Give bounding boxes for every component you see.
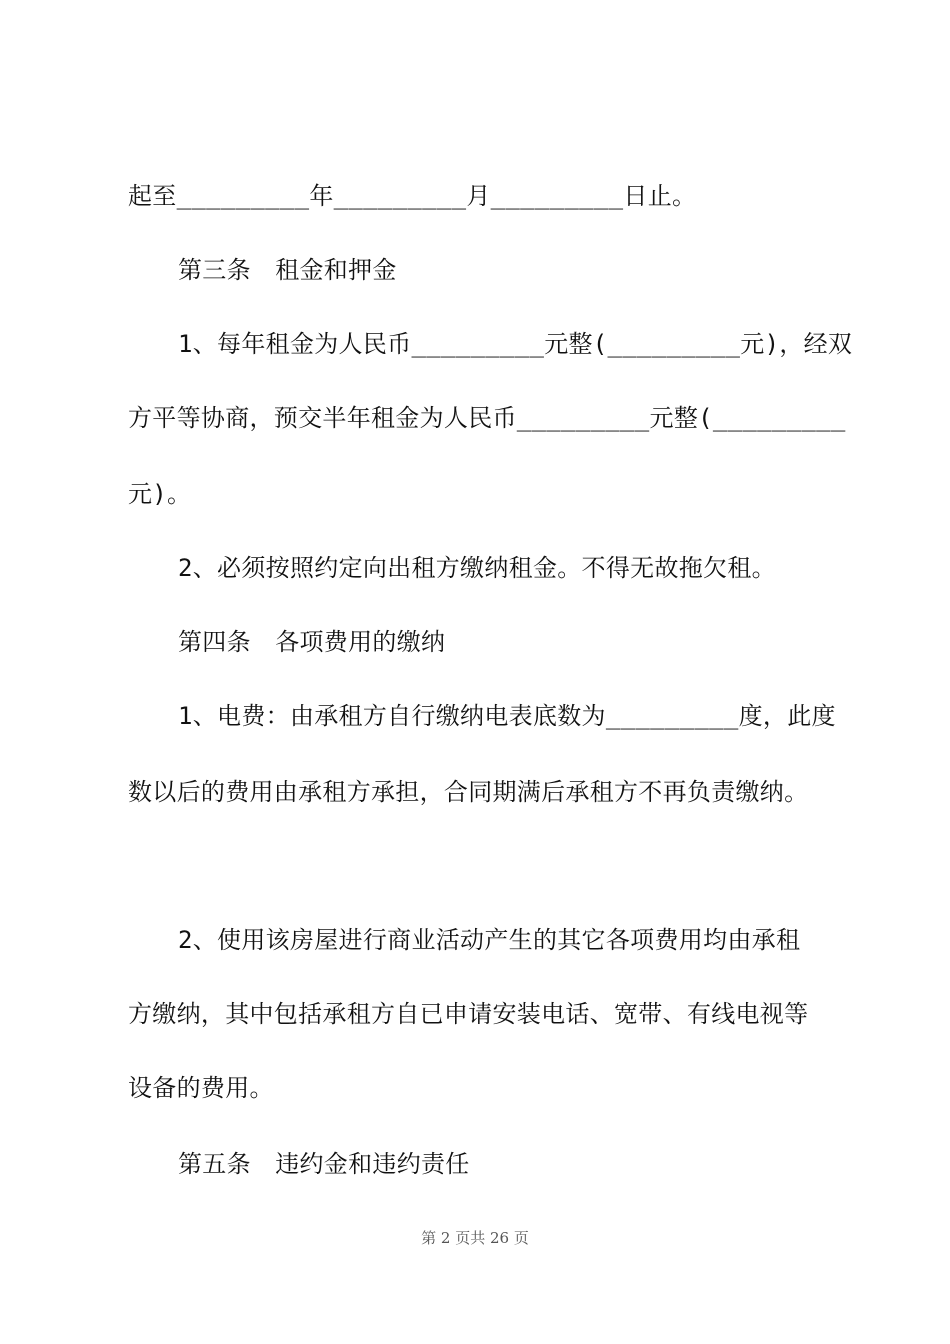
text-line-1: 起至_________年_________月_________日止。: [128, 182, 697, 210]
text-line-4: 方平等协商，预交半年租金为人民币_________元整(_________: [128, 404, 846, 432]
text-line-10: 2、使用该房屋进行商业活动产生的其它各项费用均由承租: [178, 926, 801, 954]
section-heading-3: 第三条 租金和押金: [178, 256, 397, 284]
text-line-8: 1、电费：由承租方自行缴纳电表底数为_________度，此度: [178, 702, 836, 730]
page-number-footer: 第 2 页共 26 页: [421, 1229, 529, 1247]
section-heading-5: 第五条 违约金和违约责任: [178, 1150, 470, 1178]
text-line-3: 1、每年租金为人民币_________元整(_________元)，经双: [178, 330, 853, 358]
text-line-12: 设备的费用。: [128, 1074, 274, 1102]
section-heading-4: 第四条 各项费用的缴纳: [178, 628, 446, 656]
text-line-11: 方缴纳，其中包括承租方自已申请安装电话、宽带、有线电视等: [128, 1000, 809, 1028]
text-line-5: 元)。: [128, 480, 192, 508]
text-line-9: 数以后的费用由承租方承担，合同期满后承租方不再负责缴纳。: [128, 778, 809, 806]
text-line-6: 2、必须按照约定向出租方缴纳租金。不得无故拖欠租。: [178, 554, 776, 582]
